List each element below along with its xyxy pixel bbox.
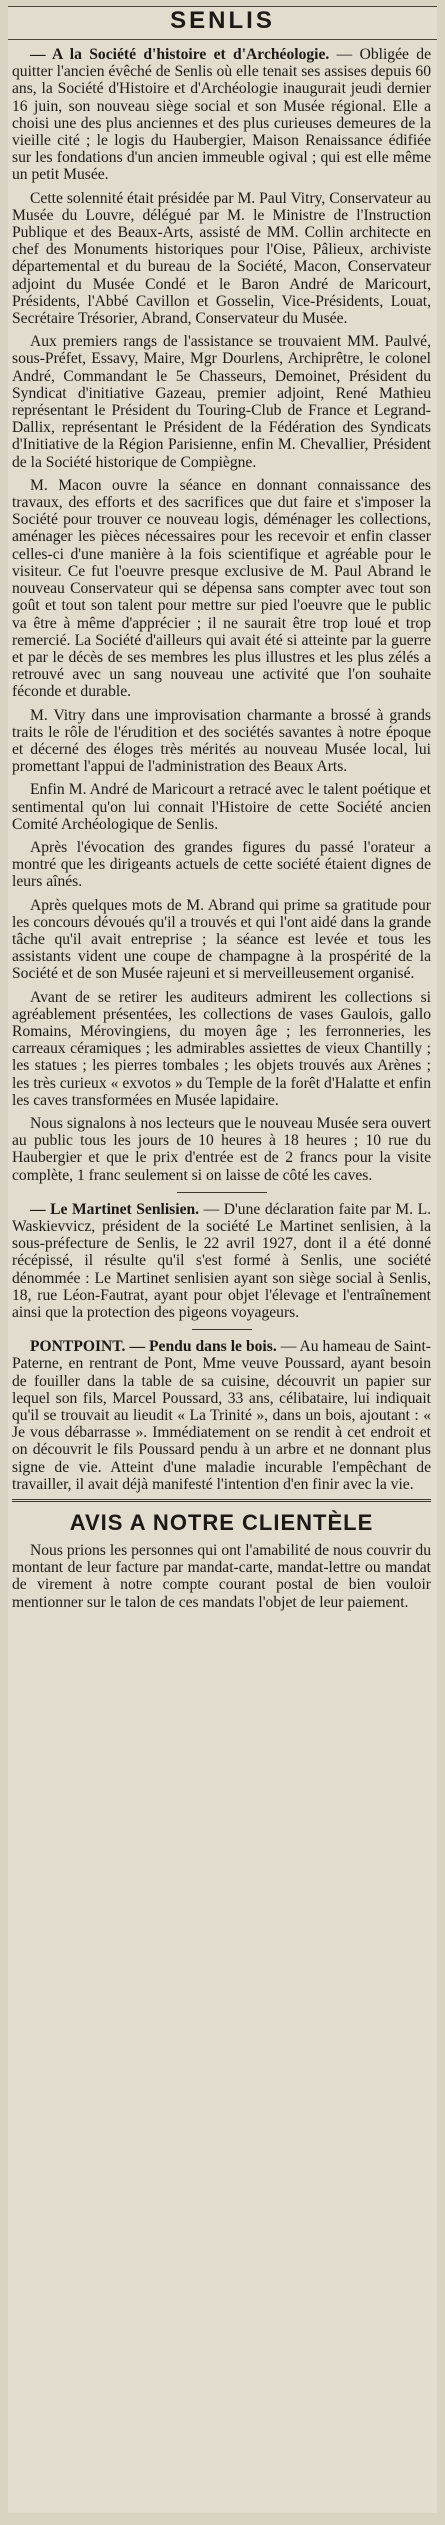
article-body: — Obligée de quitter l'ancien évêché de Senlis où elle tenait ses assises depuis 60 ans, la Société d'Histoire et d'Archéologie inaugurait jeudi dernier 16 juin, son nouveau siège social et son Musée régional. Elle a choisi une des plus anciennes et des plus curieuses demeures de la vieille cité ; le logis du Haubergier, Maison Renaissance édifiée sur les fondations d'un ancien immeuble ogival ; qui est elle même un petit Musée. <box>12 46 431 184</box>
paragraph: Après l'évocation des grandes figures du passé l'orateur a montré que les dirigeants actuels de cette société étaient dignes de leurs aînés. <box>12 838 431 891</box>
paragraph: Enfin M. André de Maricourt a retracé avec le talent poétique et sentimental qu'on lui connait l'Histoire de cette Société ancien Comité Archéologique de Senlis. <box>12 781 431 833</box>
article-body: — D'une déclaration faite par M. L. Waskievvicz, président de la société Le Martinet senlisien, à la sous-préfecture de Senlis, le 22 avril 1927, dont il a été donné récépissé, il résulte qu'il s'est formé à Senlis, une société dénommée : Le Martinet senlisien ayant son siège social à Senlis, 18, rue Léon-Fautrat, ayant pour objet l'élevage et l'entraînement ainsi que la protection des pigeons voyageurs. <box>12 1200 431 1322</box>
article-column <box>12 46 431 1617</box>
paragraph: Nous signalons à nos lecteurs que le nouveau Musée sera ouvert au public tous les jours de 10 heures à 18 heures ; 10 rue du Haubergier et que le prix d'entrée est de 2 francs pour la visite complète, 1 franc seulement si on laisse de côté les caves. <box>12 1114 431 1184</box>
paragraph: Après quelques mots de M. Abrand qui prime sa gratitude pour les concours dévoués qu'il a trouvés et qui l'ont aidé dans la grande tâche qu'il avait entreprise ; la séance est levée et tous les assistants vident une coupe de champagne à la prospérité de la Société et de son Musée rajeuni et si merveilleusement organisé. <box>12 896 431 983</box>
article-headline: PONTPOINT. — Pendu dans le bois. <box>30 1338 277 1356</box>
section-separator <box>192 1329 252 1330</box>
section-separator <box>177 1192 267 1193</box>
newspaper-page <box>8 6 437 2513</box>
article-martinet <box>12 1201 431 1321</box>
paragraph: M. Macon ouvre la séance en donnant connaissance des travaux, des efforts et des sacrifices que dut faire et s'imposer la Société pour trouver ce nouveau logis, déménager les collections, aménager les pièces nécessaires pour les recevoir et enfin classer celles-ci d'une manière à la fois scientifique et agréable pour le visiteur. Ce fut l'oeuvre presque exclusive de M. Paul Abrand le nouveau Conservateur qui se dépensa sans compter avec tout son goût et tout son talent pour mettre sur pied l'oeuvre que le public va être à même d'apprécier ; il ne saurait être trop loué et trop remercié. La Société d'ailleurs qui avait été si atteinte par la guerre et par le décès de ses membres les plus illustres et les plus zélés a retrouvé avec un sang nouveau une activité que l'on souhaite féconde et durable. <box>12 476 431 701</box>
masthead: SENLIS <box>170 7 275 34</box>
paragraph: Aux premiers rangs de l'assistance se trouvaient MM. Paulvé, sous-Préfet, Essavy, Maire, Mgr Dourlens, Archiprêtre, le colonel André, Commandant le 5e Chasseurs, Demoinet, Président du Syndicat d'initiative Gazeau, premier adjoint, René Mathieu représentant le Président du Touring-Club de France et Legrand-Dallix, représentant le Président de la Fédération des Syndicats d'Initiative de la Région Parisienne, enfin M. Chevallier, Président de la Société historique de Compiègne. <box>12 333 431 471</box>
article-headline: — A la Société d'histoire et d'Archéologie. <box>30 46 330 63</box>
paragraph: M. Vitry dans une improvisation charmante a brossé à grands traits le rôle de l'érudition et des sociétés savantes à notre époque et décerné des éloges très mérités au nouveau Musée local, lui promettant l'appui de l'administration des Beaux Arts. <box>12 706 431 776</box>
notice-body: Nous prions les personnes qui ont l'amabilité de nous couvrir du montant de leur facture par mandat-carte, mandat-lettre ou mandat de virement à notre compte courant postal de bien vouloir mentionner sur le talon de ces mandats l'objet de leur paiement. <box>12 1542 431 1611</box>
notice-heading: AVIS A NOTRE CLIENTÈLE <box>69 1510 374 1536</box>
article-headline: — Le Martinet Senlisien. <box>30 1200 200 1218</box>
paragraph: Cette solennité était présidée par M. Paul Vitry, Conservateur au Musée du Louvre, délégué par M. le Ministre de l'Instruction Publique et des Beaux-Arts, assisté de MM. Collin architecte en chef des Monuments historiques pour l'Oise, Pâlieux, archiviste départemental et du bureau de la Société, Macon, Conservateur adjoint du Musée Condé et le Baron André de Maricourt, Présidents, l'Abbé Cavillon et Gosselin, Vice-Présidents, Louat, Secrétaire Trésorier, Abrand, Conservateur du Musée. <box>12 189 431 328</box>
notice-rule <box>12 1499 431 1502</box>
article-pontpoint <box>12 1338 431 1493</box>
masthead-rule <box>8 39 437 40</box>
paragraph: Avant de se retirer les auditeurs admirent les collections si agréablement présentées, les collections de vases Gaulois, gallo Romains, Mérovingiens, du moyen âge ; les ferronneries, les carreaux céramiques ; les admirables assiettes de vieux Chantilly ; les statues ; les pierres tombales ; les objets trouvés aux Arènes ; les très curieux « exvotos » du Temple de la forêt d'Halatte et enfin les caves transformées en Musée lapidaire. <box>12 988 431 1109</box>
article-musee-lead <box>12 46 431 184</box>
article-body: — Au hameau de Saint-Paterne, en rentrant de Pont, Mme veuve Poussard, ayant besoin de fouiller dans la table de sa cuisine, découvrit un papier sur lequel son fils, Marcel Poussard, 33 ans, célibataire, lui indiquait qu'il se trouvait au lieudit « La Trinité », dans un bois, ajoutant : « Je vous débarrasse ». Immédiatement on se rendit à cet endroit et on découvrit le fils Poussard pendu à un arbre et ne donnant plus signe de vie. Atteint d'une maladie incurable l'empêchant de travailler, il avait déjà manifesté l'intention d'en finir avec la vie. <box>12 1338 431 1493</box>
